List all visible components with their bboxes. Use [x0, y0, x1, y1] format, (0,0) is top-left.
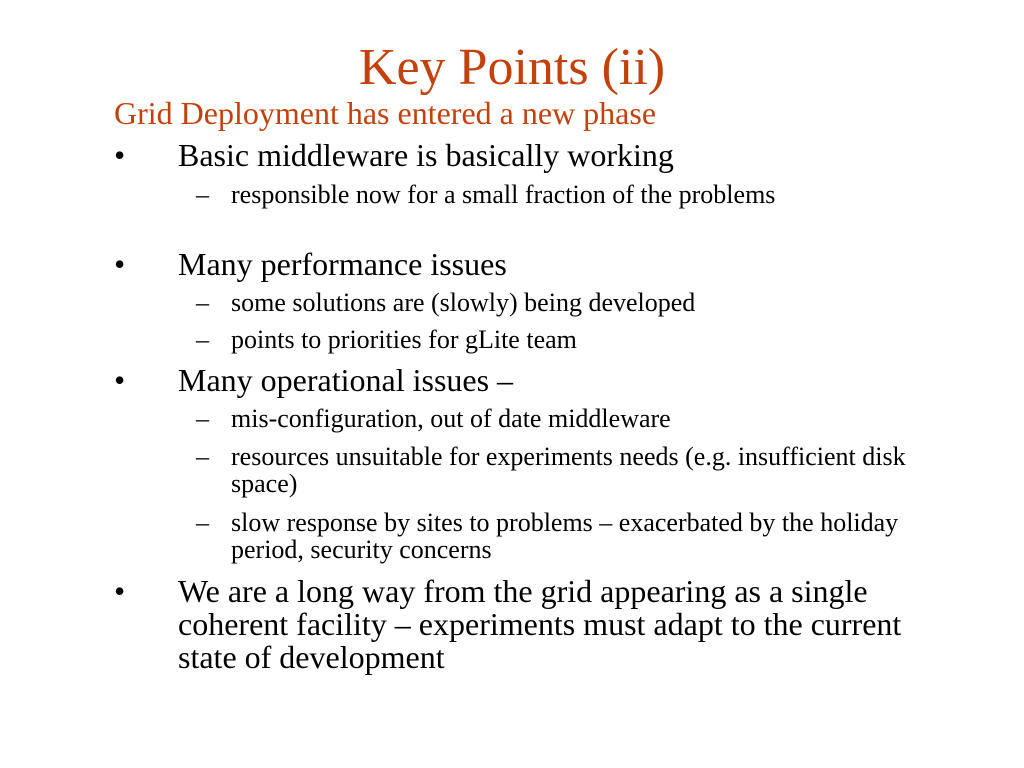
sub-point	[196, 289, 916, 316]
sub-point-text: responsible now for a small fraction of the problems	[231, 180, 776, 209]
bullet-text: We are a long way from the grid appearing as a single coherent facility – experiments must adapt to the current state of development	[178, 573, 902, 675]
sub-point-text: resources unsuitable for experiments needs (e.g. insufficient disk space)	[231, 442, 906, 498]
sub-point	[196, 405, 916, 432]
bullet-marker: •	[114, 246, 126, 282]
bullet-marker: •	[114, 573, 126, 609]
sub-point-text: points to priorities for gLite team	[231, 325, 577, 354]
bullet-text: Basic middleware is basically working	[178, 137, 674, 173]
sub-point-text: mis-configuration, out of date middleware	[231, 404, 671, 433]
sub-point	[196, 443, 916, 497]
dash-marker: –	[196, 325, 209, 354]
bullet-text: Many performance issues	[178, 246, 507, 282]
slide-subtitle: Grid Deployment has entered a new phase	[114, 95, 657, 131]
sub-point-text: some solutions are (slowly) being developed	[231, 288, 696, 317]
bullet-point	[114, 364, 914, 397]
sub-point	[196, 326, 916, 353]
bullet-text: Many operational issues –	[178, 362, 514, 398]
bullet-point	[114, 248, 914, 281]
dash-marker: –	[196, 180, 209, 209]
sub-point-text: slow response by sites to problems – exacerbated by the holiday period, security concerns	[231, 508, 899, 564]
sub-point	[196, 509, 916, 563]
bullet-marker: •	[114, 362, 126, 398]
dash-marker: –	[196, 442, 209, 471]
sub-point	[196, 181, 916, 208]
bullet-point	[114, 139, 914, 172]
dash-marker: –	[196, 508, 209, 537]
slide-title: Key Points (ii)	[358, 39, 666, 96]
dash-marker: –	[196, 404, 209, 433]
bullet-marker: •	[114, 137, 126, 173]
dash-marker: –	[196, 288, 209, 317]
bullet-point	[114, 575, 914, 674]
